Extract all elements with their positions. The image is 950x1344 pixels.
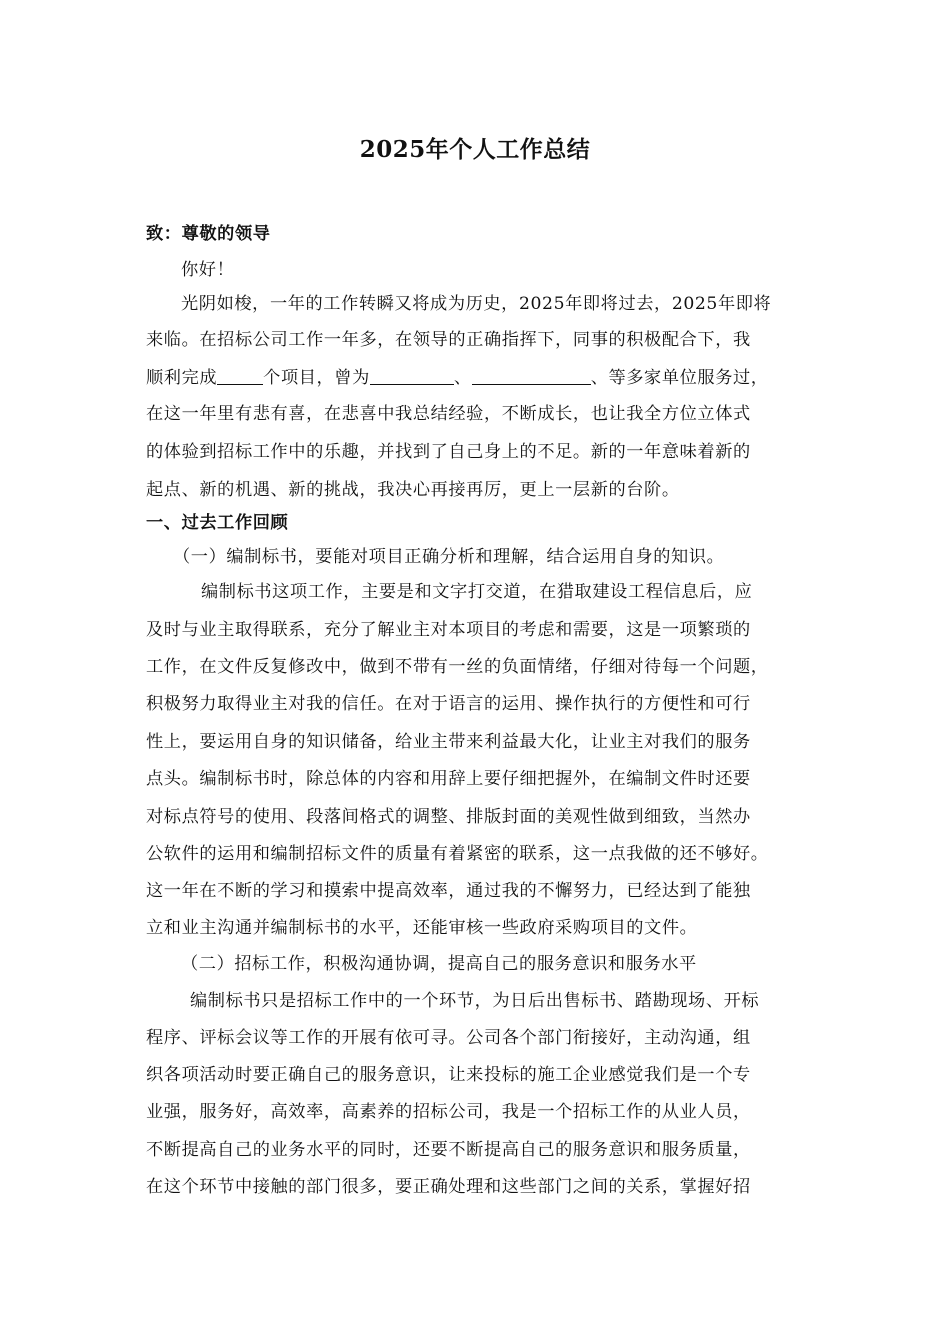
- p2-line-5: 不断提高自己的业务水平的同时，还要不断提高自己的服务意识和服务质量，: [146, 1140, 751, 1160]
- intro-line-6: 起点、新的机遇、新的挑战，我决心再接再厉，更上一层新的台阶。: [146, 480, 680, 500]
- section-1-heading: 一、过去工作回顾: [146, 513, 289, 533]
- intro-line-1: 光阴如梭，一年的工作转瞬又将成为历史，2025年即将过去，2025年即将: [181, 294, 772, 314]
- intro-line-3-part-a: 顺利完成: [146, 368, 218, 388]
- p2-line-6: 在这个环节中接触的部门很多，要正确处理和这些部门之间的关系，掌握好招: [146, 1177, 751, 1197]
- p2-line-1: 编制标书只是招标工作中的一个环节，为日后出售标书、踏勘现场、开标: [190, 991, 760, 1011]
- intro-line-3-part-c: 、: [453, 368, 472, 388]
- blank-project-count[interactable]: [217, 366, 263, 385]
- document-title: 2025年个人工作总结: [359, 136, 591, 163]
- intro-line-3-part-d: 、等多家单位服务过，: [590, 368, 769, 388]
- p1-line-1: 编制标书这项工作，主要是和文字打交道，在猎取建设工程信息后，应: [201, 582, 753, 602]
- p1-line-9: 这一年在不断的学习和摸索中提高效率，通过我的不懈努力，已经达到了能独: [146, 881, 751, 901]
- intro-line-3-part-b: 个项目，曾为: [263, 368, 370, 388]
- blank-client-1[interactable]: [370, 366, 454, 385]
- subsection-2-heading: （二）招标工作，积极沟通协调，提高自己的服务意识和服务水平: [181, 954, 697, 974]
- intro-line-2: 来临。在招标公司工作一年多，在领导的正确指挥下，同事的积极配合下，我: [146, 330, 751, 350]
- intro-line-5: 的体验到招标工作中的乐趣，并找到了自己身上的不足。新的一年意味着新的: [146, 442, 751, 462]
- intro-line-4: 在这一年里有悲有喜，在悲喜中我总结经验，不断成长，也让我全方位立体式: [146, 404, 751, 424]
- intro-line-3: [146, 363, 769, 393]
- p1-line-5: 性上，要运用自身的知识储备，给业主带来利益最大化，让业主对我们的服务: [146, 732, 751, 752]
- p1-line-2: 及时与业主取得联系，充分了解业主对本项目的考虑和需要，这是一项繁琐的: [146, 620, 751, 640]
- salutation: 致：尊敬的领导: [146, 224, 271, 244]
- greeting: 你好！: [181, 260, 235, 280]
- p2-line-4: 业强，服务好，高效率，高素养的招标公司，我是一个招标工作的从业人员，: [146, 1102, 751, 1122]
- p2-line-3: 织各项活动时要正确自己的服务意识，让来投标的施工企业感觉我们是一个专: [146, 1065, 751, 1085]
- p1-line-3: 工作，在文件反复修改中，做到不带有一丝的负面情绪，仔细对待每一个问题，: [146, 657, 769, 677]
- blank-client-2[interactable]: [472, 366, 591, 385]
- p1-line-4: 积极努力取得业主对我的信任。在对于语言的运用、操作执行的方便性和可行: [146, 694, 751, 714]
- p1-line-10: 立和业主沟通并编制标书的水平，还能审核一些政府采购项目的文件。: [146, 918, 698, 938]
- p1-line-7: 对标点符号的使用、段落间格式的调整、排版封面的美观性做到细致，当然办: [146, 807, 751, 827]
- subsection-1-heading: （一）编制标书，要能对项目正确分析和理解，结合运用自身的知识。: [173, 547, 725, 567]
- p2-line-2: 程序、评标会议等工作的开展有依可寻。公司各个部门衔接好，主动沟通，组: [146, 1028, 751, 1048]
- p1-line-8: 公软件的运用和编制招标文件的质量有着紧密的联系，这一点我做的还不够好。: [146, 844, 769, 864]
- p1-line-6: 点头。编制标书时，除总体的内容和用辞上要仔细把握外，在编制文件时还要: [146, 769, 751, 789]
